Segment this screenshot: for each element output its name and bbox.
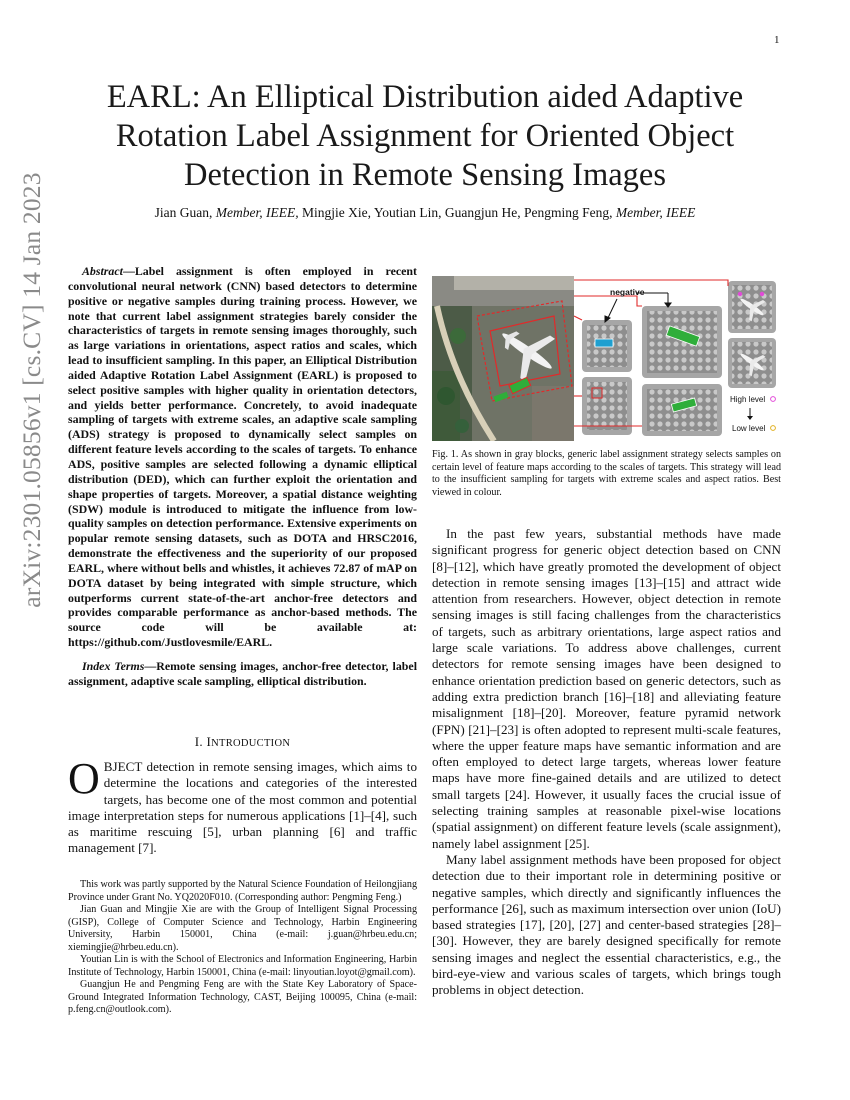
- index-terms-text: —Remote sensing images, anchor-free detector, label assignment, adaptive scale sampling, elliptical distribution.: [68, 659, 417, 688]
- low-level-label: Low level: [732, 424, 766, 433]
- section-numeral: I.: [194, 734, 207, 749]
- arxiv-stamp: arXiv:2301.05856v1 [cs.CV] 14 Jan 2023: [17, 172, 46, 608]
- figure-1: [432, 276, 781, 441]
- author-membership-1: Member, IEEE,: [215, 205, 299, 220]
- introduction-paragraph: [68, 754, 417, 857]
- section-first-letter: I: [206, 734, 212, 749]
- page-number: 1: [774, 34, 780, 46]
- drop-cap: O: [68, 754, 100, 803]
- high-level-marker: [771, 397, 776, 402]
- section-heading-introduction: [68, 734, 417, 750]
- high-level-label: High level: [730, 395, 766, 404]
- footnotes: [68, 879, 417, 1017]
- right-column-text: [432, 526, 781, 999]
- footnote-affiliation-3: Guangjun He and Pengming Feng are with the State Key Laboratory of Space-Ground Integrated Information Technology, CAST, Beijing 100095, China (e-mail: p.feng.cn@outlook.com).: [68, 979, 417, 1015]
- level-arrowhead: [747, 416, 753, 420]
- paper-title: EARL: An Elliptical Distribution aided Adaptive Rotation Label Assignment for Oriented Object Detection in Remote Sensing Images: [106, 79, 744, 193]
- paragraph-2: Many label assignment methods have been proposed for object detection due to their important role in determining positive or negative samples, which directly and significantly influences the performance [26], such as maximum intersection over union (IoU) based strategies [17], [20], [27] and center-based strategies [28]–[30]. However, they are barely designed specifically for remote sensing images and neglect the essential characteristics, e.g., the bird-eye-view and various scales of targets, which brings tough problems in object detection.: [432, 851, 781, 998]
- footnote-affiliation-2: Youtian Lin is with the School of Electronics and Information Engineering, Harbin Institute of Technology, Harbin 150001, China (e-mail: linyoutian.loyot@gmail.com).: [68, 954, 417, 978]
- paragraph-1: In the past few years, substantial methods have made significant progress for generic object detection based on CNN [8]–[12], which have greatly promoted the development of object detection in remote sensing images [13]–[15] and attract wide attention from researchers. However, object detection in remote sensing images is still facing challenges from the characteristics of targets, such as arbitrary orientations, large aspect ratios and large scale variations. To address above challenges, current detectors for remote sensing images have been designed to enhance orientation prediction based on generic detectors, such as adding extra prediction branch [16]–[18] and alleviating feature misalignment [18]–[20]. Moreover, feature pyramid network (FPN) [21]–[23] is often adopted to represent multi-scale features, where the upper feature maps have semantic information and are often employed to detect large targets, whereas lower feature maps have more fine-gained details and are utilized to detect small targets [24]. However, it usually faces the crucial issue of selecting training samples at reasonable pixel-wise locations (spatial assignment) on different feature levels (scale assignment), namely label assignment [25].: [432, 526, 781, 851]
- author-names-2: Mingjie Xie, Youtian Lin, Guangjun He, Pengming Feng,: [298, 205, 616, 220]
- index-terms-label: Index Terms: [82, 659, 145, 673]
- abstract: [68, 264, 417, 650]
- author-names-1: Jian Guan,: [154, 205, 216, 220]
- sample-blocks: [582, 281, 776, 436]
- abstract-label: Abstract: [82, 264, 123, 278]
- figure-1-caption: Fig. 1. As shown in gray blocks, generic label assignment strategy selects samples on certain level of feature maps according to the scales of targets. This strategy will lead to the insufficient sampling for targets with extreme scales and aspect ratios. Best viewed in colour.: [432, 449, 781, 498]
- first-word-rest: BJECT: [103, 759, 143, 774]
- negative-label: negative: [610, 287, 645, 297]
- abstract-text: —Label assignment is often employed in recent convolutional neural network (CNN) based detectors to determine positive or negative samples during training process. However, we note that current label assignment strategies barely consider the characteristics of targets in remote sensing images thoroughly, such as large variations in orientations, aspect ratios and scales, which lead to insufficient sampling. In this paper, an Elliptical Distribution aided Adaptive Rotation Label Assignment (EARL) is proposed to select positive samples with higher quality in orientation detectors, and yields better performance. Concretely, to avoid inadequate sampling of targets with extreme scales, an adaptive scale sampling (ADS) strategy is proposed to dynamically select samples on different feature levels according to the scales of targets. To enhance ADS, positive samples are selected following a dynamic elliptical distribution (DED), which can further exploit the orientation and shape properties of targets. Moreover, a spatial distance weighting (SDW) module is introduced to mitigate the influence from low-quality samples on detection performance. Extensive experiments on popular remote sensing datasets, such as DOTA and HRSC2016, demonstrate the effectiveness and the superiority of our proposed EARL, where without bells and whistles, it achieves 72.87 of mAP on DOTA dataset by being integrated with simple structure, which outperforms current state-of-the-art anchor-free detectors and provides comparable performance as anchor-based methods. The source code will be available at: https://github.com/Justlovesmile/EARL.: [68, 264, 417, 650]
- section-title-rest: NTRODUCTION: [211, 738, 291, 749]
- footnote-affiliation-1: Jian Guan and Mingjie Xie are with the Group of Intelligent Signal Processing (GISP), College of Computer Science and Technology, Harbin Engineering University, Harbin 150001, China (e-mail: j.guan@hrbeu.edu.cn; xiemingjie@hrbeu.edu.cn).: [68, 904, 417, 953]
- aerial-image: [432, 276, 574, 441]
- figure-1-graphic: [432, 276, 781, 441]
- author-list: [60, 204, 790, 222]
- intro-text: detection in remote sensing images, which aims to determine the locations and categories of the interested targets, has become one of the most common and potential image interpretation steps for numerous applications [1]–[4], such as maritime rescuing [5], urban planning [6] and traffic management [7].: [68, 759, 417, 856]
- low-level-marker: [771, 426, 776, 431]
- index-terms: [68, 659, 417, 689]
- author-membership-2: Member, IEEE: [615, 205, 696, 220]
- footnote-funding: This work was partly supported by the Natural Science Foundation of Heilongjiang Province under Grant No. YQ2020F010. (Corresponding author: Pengming Feng.): [68, 879, 417, 903]
